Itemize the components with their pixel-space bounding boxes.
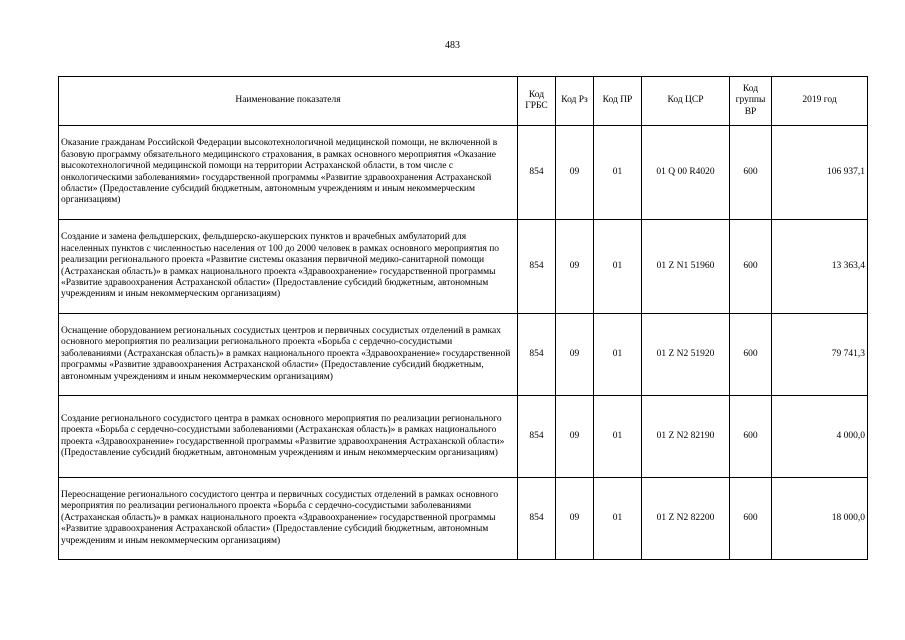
row-amount: 13 363,4 bbox=[772, 220, 868, 314]
row-grbs: 854 bbox=[518, 478, 556, 560]
row-amount: 106 937,1 bbox=[772, 126, 868, 220]
row-csr: 01 Z N2 51920 bbox=[642, 314, 730, 396]
header-year: 2019 год bbox=[772, 77, 868, 126]
row-rz: 09 bbox=[556, 478, 594, 560]
row-pr: 01 bbox=[594, 314, 642, 396]
row-vr: 600 bbox=[730, 478, 772, 560]
header-pr: Код ПР bbox=[594, 77, 642, 126]
row-name: Оснащение оборудованием региональных сосудистых центров и первичных сосудистых отделений в рамках основного мероприятия по реализации регионального проекта «Борьба с сердечно-сосудистыми заболеваниями (Астраханская область)» в рамках национального проекта «Здравоохранение» государственной программы «Развитие здравоохранения Астраханской области» (Предоставление субсидий бюджетным, автономным учреждениям и иным некоммерческим организациям) bbox=[59, 314, 518, 396]
row-name: Оказание гражданам Российской Федерации высокотехнологичной медицинской помощи, не включенной в базовую программу обязательного медицинского страхования, в рамках основного мероприятия «Оказание высокотехнологичной медицинской помощи на территории Астраханской области, в том числе с онкологическими заболеваниями» государственной программы «Развитие здравоохранения Астраханской области» (Предоставление субсидий бюджетным, автономным учреждениям и иным некоммерческим организациям) bbox=[59, 126, 518, 220]
table-row bbox=[59, 220, 868, 314]
row-grbs: 854 bbox=[518, 126, 556, 220]
row-vr: 600 bbox=[730, 126, 772, 220]
header-grbs: Код ГРБС bbox=[518, 77, 556, 126]
row-name: Переоснащение регионального сосудистого центра и первичных сосудистых отделений в рамках основного мероприятия по реализации регионального проекта «Борьба с сердечно-сосудистыми заболеваниями (Астраханская область)» в рамках национального проекта «Здравоохранение» государственной программы «Развитие здравоохранения Астраханской области» (Предоставление субсидий бюджетным, автономным учреждениям и иным некоммерческим организациям) bbox=[59, 478, 518, 560]
row-csr: 01 Z N2 82200 bbox=[642, 478, 730, 560]
row-amount: 79 741,3 bbox=[772, 314, 868, 396]
row-vr: 600 bbox=[730, 220, 772, 314]
row-pr: 01 bbox=[594, 478, 642, 560]
row-amount: 18 000,0 bbox=[772, 478, 868, 560]
row-name: Создание и замена фельдшерских, фельдшерско-акушерских пунктов и врачебных амбулаторий для населенных пунктов с численностью населения от 100 до 2000 человек в рамках основного мероприятия по реализации регионального проекта «Развитие системы оказания первичной медико-санитарной помощи (Астраханская область)» в рамках национального проекта «Здравоохранение» государственной программы «Развитие здравоохранения Астраханской области» (Предоставление субсидий бюджетным, автономным учреждениям и иным некоммерческим организациям) bbox=[59, 220, 518, 314]
row-csr: 01 Q 00 R4020 bbox=[642, 126, 730, 220]
table-row bbox=[59, 126, 868, 220]
row-csr: 01 Z N2 82190 bbox=[642, 396, 730, 478]
table-row bbox=[59, 478, 868, 560]
table-row bbox=[59, 314, 868, 396]
header-csr: Код ЦСР bbox=[642, 77, 730, 126]
row-rz: 09 bbox=[556, 126, 594, 220]
header-rz: Код Рз bbox=[556, 77, 594, 126]
table-header-row bbox=[59, 77, 868, 126]
budget-table bbox=[58, 76, 868, 560]
row-rz: 09 bbox=[556, 314, 594, 396]
row-rz: 09 bbox=[556, 396, 594, 478]
row-grbs: 854 bbox=[518, 314, 556, 396]
page-number: 483 bbox=[445, 40, 460, 51]
header-name: Наименование показателя bbox=[59, 77, 518, 126]
row-vr: 600 bbox=[730, 396, 772, 478]
header-vr: Код группы ВР bbox=[730, 77, 772, 126]
row-pr: 01 bbox=[594, 396, 642, 478]
row-csr: 01 Z N1 51960 bbox=[642, 220, 730, 314]
row-name: Создание регионального сосудистого центра в рамках основного мероприятия по реализации регионального проекта «Борьба с сердечно-сосудистыми заболеваниями (Астраханская область)» в рамках национального проекта «Здравоохранение» государственной программы «Развитие здравоохранения Астраханской области» (Предоставление субсидий бюджетным, автономным учреждениям и иным некоммерческим организациям) bbox=[59, 396, 518, 478]
table-row bbox=[59, 396, 868, 478]
row-rz: 09 bbox=[556, 220, 594, 314]
row-grbs: 854 bbox=[518, 220, 556, 314]
row-amount: 4 000,0 bbox=[772, 396, 868, 478]
row-vr: 600 bbox=[730, 314, 772, 396]
row-grbs: 854 bbox=[518, 396, 556, 478]
row-pr: 01 bbox=[594, 126, 642, 220]
row-pr: 01 bbox=[594, 220, 642, 314]
